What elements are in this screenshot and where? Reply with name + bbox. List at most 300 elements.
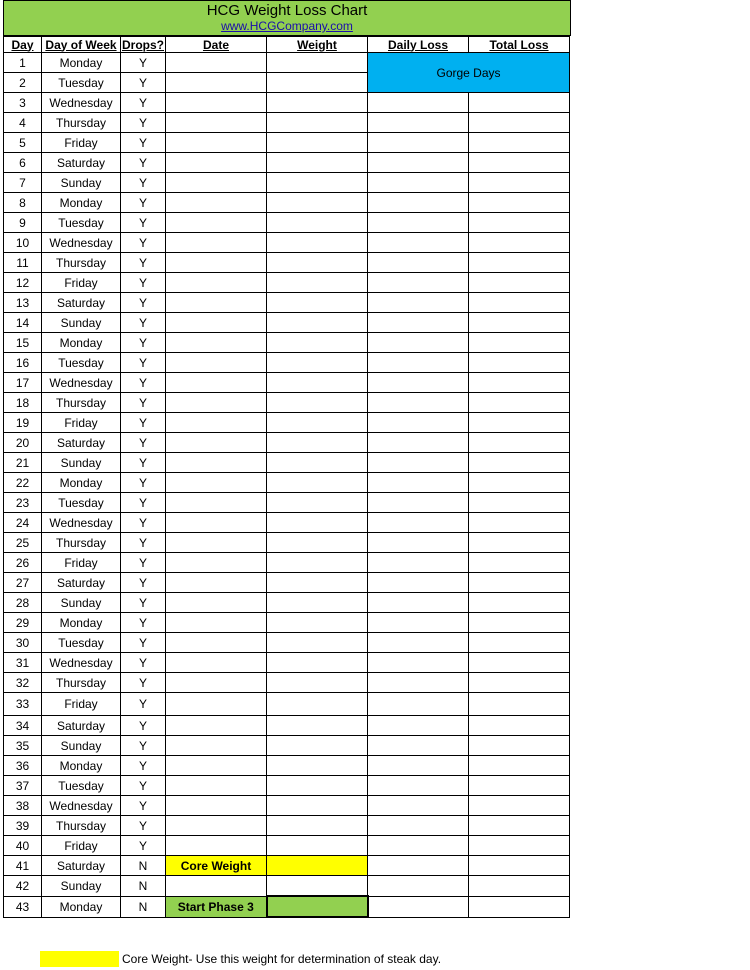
weight-cell[interactable]	[267, 93, 368, 113]
day-cell: 27	[4, 573, 42, 593]
drops-cell: Y	[121, 693, 166, 716]
company-link[interactable]: www.HCGCompany.com	[221, 19, 353, 33]
date-cell[interactable]	[166, 373, 267, 393]
day-cell: 38	[4, 796, 42, 816]
weight-cell[interactable]	[267, 836, 368, 856]
day-cell: 39	[4, 816, 42, 836]
weight-cell[interactable]	[267, 113, 368, 133]
day-cell: 36	[4, 756, 42, 776]
weight-cell[interactable]	[267, 816, 368, 836]
day-of-week-cell: Thursday	[42, 816, 121, 836]
total-loss-cell[interactable]	[469, 673, 570, 693]
daily-loss-cell[interactable]	[368, 633, 469, 653]
table-row	[4, 573, 570, 593]
day-of-week-cell: Sunday	[42, 736, 121, 756]
total-loss-cell[interactable]	[469, 213, 570, 233]
day-of-week-cell: Sunday	[42, 313, 121, 333]
daily-loss-cell[interactable]	[368, 153, 469, 173]
total-loss-cell[interactable]	[469, 593, 570, 613]
table-row	[4, 593, 570, 613]
total-loss-cell[interactable]	[469, 93, 570, 113]
date-cell[interactable]	[166, 213, 267, 233]
drops-cell: N	[121, 876, 166, 897]
total-loss-cell[interactable]	[469, 553, 570, 573]
total-loss-cell[interactable]	[469, 836, 570, 856]
weight-cell[interactable]	[267, 613, 368, 633]
daily-loss-cell[interactable]	[368, 293, 469, 313]
total-loss-cell[interactable]	[469, 693, 570, 716]
drops-cell: Y	[121, 153, 166, 173]
day-cell: 13	[4, 293, 42, 313]
total-loss-cell[interactable]	[469, 353, 570, 373]
header-row	[4, 37, 570, 53]
weight-cell[interactable]	[267, 73, 368, 93]
date-cell[interactable]	[166, 573, 267, 593]
weight-cell[interactable]	[267, 453, 368, 473]
total-loss-cell[interactable]	[469, 716, 570, 736]
drops-cell: Y	[121, 393, 166, 413]
date-cell[interactable]	[166, 433, 267, 453]
total-loss-cell[interactable]	[469, 413, 570, 433]
date-cell[interactable]	[166, 613, 267, 633]
day-of-week-cell: Saturday	[42, 716, 121, 736]
day-of-week-cell: Saturday	[42, 293, 121, 313]
date-cell[interactable]	[166, 593, 267, 613]
table-row	[4, 613, 570, 633]
weight-cell[interactable]	[267, 673, 368, 693]
drops-cell: Y	[121, 233, 166, 253]
day-of-week-cell: Wednesday	[42, 513, 121, 533]
total-loss-cell[interactable]	[469, 173, 570, 193]
date-cell[interactable]	[166, 253, 267, 273]
weight-cell[interactable]	[267, 153, 368, 173]
daily-loss-cell[interactable]	[368, 613, 469, 633]
day-cell: 17	[4, 373, 42, 393]
date-cell[interactable]	[166, 836, 267, 856]
weight-cell[interactable]	[267, 373, 368, 393]
day-of-week-cell: Sunday	[42, 593, 121, 613]
date-cell[interactable]	[166, 73, 267, 93]
total-loss-cell[interactable]	[469, 876, 570, 897]
col-header-day-of-week: Day of Week	[42, 37, 121, 53]
weight-cell[interactable]	[267, 856, 368, 876]
daily-loss-cell[interactable]	[368, 93, 469, 113]
total-loss-cell[interactable]	[469, 193, 570, 213]
daily-loss-cell[interactable]	[368, 133, 469, 153]
total-loss-cell[interactable]	[469, 896, 570, 917]
drops-cell: Y	[121, 173, 166, 193]
day-cell: 29	[4, 613, 42, 633]
weight-cell[interactable]	[267, 313, 368, 333]
day-of-week-cell: Thursday	[42, 393, 121, 413]
table-row	[4, 796, 570, 816]
drops-cell: Y	[121, 756, 166, 776]
total-loss-cell[interactable]	[469, 633, 570, 653]
weight-cell[interactable]	[267, 736, 368, 756]
legend-text: Core Weight- Use this weight for determination of steak day.	[122, 952, 442, 966]
title-block	[3, 0, 571, 36]
daily-loss-cell[interactable]	[368, 213, 469, 233]
day-of-week-cell: Wednesday	[42, 93, 121, 113]
day-of-week-cell: Thursday	[42, 673, 121, 693]
date-cell[interactable]	[166, 93, 267, 113]
weight-cell[interactable]	[267, 193, 368, 213]
date-cell[interactable]	[166, 413, 267, 433]
table-body	[4, 53, 570, 918]
day-of-week-cell: Tuesday	[42, 633, 121, 653]
daily-loss-cell[interactable]	[368, 776, 469, 796]
drops-cell: Y	[121, 53, 166, 73]
date-cell[interactable]	[166, 673, 267, 693]
weight-cell[interactable]	[267, 133, 368, 153]
day-cell: 37	[4, 776, 42, 796]
daily-loss-cell[interactable]	[368, 653, 469, 673]
total-loss-cell[interactable]	[469, 393, 570, 413]
table-row	[4, 736, 570, 756]
daily-loss-cell[interactable]	[368, 896, 469, 917]
day-of-week-cell: Tuesday	[42, 213, 121, 233]
weight-cell[interactable]	[267, 633, 368, 653]
day-of-week-cell: Friday	[42, 836, 121, 856]
daily-loss-cell[interactable]	[368, 693, 469, 716]
daily-loss-cell[interactable]	[368, 756, 469, 776]
daily-loss-cell[interactable]	[368, 453, 469, 473]
total-loss-cell[interactable]	[469, 293, 570, 313]
daily-loss-cell[interactable]	[368, 816, 469, 836]
table-row	[4, 513, 570, 533]
day-cell: 33	[4, 693, 42, 716]
date-cell[interactable]	[166, 473, 267, 493]
total-loss-cell[interactable]	[469, 573, 570, 593]
weight-cell[interactable]	[267, 473, 368, 493]
table-row	[4, 173, 570, 193]
weight-loss-table	[3, 36, 570, 918]
drops-cell: Y	[121, 513, 166, 533]
total-loss-cell[interactable]	[469, 736, 570, 756]
table-row	[4, 653, 570, 673]
daily-loss-cell[interactable]	[368, 313, 469, 333]
weight-cell[interactable]	[267, 716, 368, 736]
weight-cell[interactable]	[267, 796, 368, 816]
total-loss-cell[interactable]	[469, 493, 570, 513]
drops-cell: Y	[121, 633, 166, 653]
daily-loss-cell[interactable]	[368, 193, 469, 213]
day-cell: 34	[4, 716, 42, 736]
day-of-week-cell: Friday	[42, 133, 121, 153]
day-cell: 31	[4, 653, 42, 673]
drops-cell: Y	[121, 453, 166, 473]
weight-cell[interactable]	[267, 756, 368, 776]
date-cell[interactable]	[166, 796, 267, 816]
daily-loss-cell[interactable]	[368, 593, 469, 613]
total-loss-cell[interactable]	[469, 233, 570, 253]
weight-cell[interactable]	[267, 533, 368, 553]
drops-cell: Y	[121, 113, 166, 133]
drops-cell: Y	[121, 373, 166, 393]
day-of-week-cell: Tuesday	[42, 353, 121, 373]
total-loss-cell[interactable]	[469, 513, 570, 533]
total-loss-cell[interactable]	[469, 133, 570, 153]
drops-cell: Y	[121, 273, 166, 293]
date-cell[interactable]	[166, 53, 267, 73]
weight-cell[interactable]	[267, 333, 368, 353]
drops-cell: Y	[121, 553, 166, 573]
date-cell[interactable]	[166, 716, 267, 736]
date-cell[interactable]	[166, 393, 267, 413]
day-cell: 20	[4, 433, 42, 453]
drops-cell: Y	[121, 73, 166, 93]
daily-loss-cell[interactable]	[368, 333, 469, 353]
drops-cell: N	[121, 896, 166, 917]
weight-cell[interactable]	[267, 573, 368, 593]
day-cell: 30	[4, 633, 42, 653]
date-cell[interactable]	[166, 313, 267, 333]
drops-cell: Y	[121, 293, 166, 313]
date-cell[interactable]	[166, 816, 267, 836]
weight-cell[interactable]	[267, 273, 368, 293]
date-cell[interactable]	[166, 493, 267, 513]
day-of-week-cell: Tuesday	[42, 73, 121, 93]
col-header-daily-loss: Daily Loss	[368, 37, 469, 53]
daily-loss-cell[interactable]	[368, 836, 469, 856]
weight-cell[interactable]	[267, 776, 368, 796]
total-loss-cell[interactable]	[469, 153, 570, 173]
daily-loss-cell[interactable]	[368, 273, 469, 293]
day-of-week-cell: Thursday	[42, 113, 121, 133]
daily-loss-cell[interactable]	[368, 513, 469, 533]
day-cell: 18	[4, 393, 42, 413]
daily-loss-cell[interactable]	[368, 473, 469, 493]
day-of-week-cell: Thursday	[42, 533, 121, 553]
date-cell[interactable]: Start Phase 3	[166, 896, 267, 917]
daily-loss-cell[interactable]	[368, 113, 469, 133]
date-cell[interactable]	[166, 693, 267, 716]
date-cell[interactable]	[166, 533, 267, 553]
date-cell[interactable]	[166, 513, 267, 533]
total-loss-cell[interactable]	[469, 756, 570, 776]
date-cell[interactable]	[166, 776, 267, 796]
date-cell[interactable]	[166, 113, 267, 133]
total-loss-cell[interactable]	[469, 533, 570, 553]
drops-cell: Y	[121, 213, 166, 233]
drops-cell: Y	[121, 193, 166, 213]
table-row	[4, 253, 570, 273]
weight-cell[interactable]	[267, 393, 368, 413]
day-cell: 24	[4, 513, 42, 533]
day-of-week-cell: Sunday	[42, 876, 121, 897]
weight-cell[interactable]	[267, 493, 368, 513]
weight-cell[interactable]	[267, 293, 368, 313]
date-cell[interactable]	[166, 353, 267, 373]
day-cell: 40	[4, 836, 42, 856]
table-row	[4, 493, 570, 513]
weight-cell[interactable]	[267, 353, 368, 373]
day-of-week-cell: Saturday	[42, 153, 121, 173]
day-of-week-cell: Friday	[42, 553, 121, 573]
day-cell: 7	[4, 173, 42, 193]
legend-swatch	[40, 951, 119, 967]
total-loss-cell[interactable]	[469, 373, 570, 393]
daily-loss-cell[interactable]	[368, 433, 469, 453]
drops-cell: N	[121, 856, 166, 876]
day-cell: 9	[4, 213, 42, 233]
drops-cell: Y	[121, 736, 166, 756]
table-row	[4, 533, 570, 553]
daily-loss-cell[interactable]	[368, 393, 469, 413]
total-loss-cell[interactable]	[469, 253, 570, 273]
daily-loss-cell[interactable]	[368, 856, 469, 876]
weight-cell[interactable]	[267, 553, 368, 573]
drops-cell: Y	[121, 776, 166, 796]
col-header-day: Day	[4, 37, 42, 53]
date-cell[interactable]	[166, 633, 267, 653]
day-of-week-cell: Wednesday	[42, 796, 121, 816]
day-cell: 19	[4, 413, 42, 433]
table-row	[4, 353, 570, 373]
weight-cell[interactable]	[267, 693, 368, 716]
daily-loss-cell[interactable]	[368, 673, 469, 693]
table-row	[4, 896, 570, 917]
weight-cell[interactable]	[267, 233, 368, 253]
weight-cell[interactable]	[267, 413, 368, 433]
day-of-week-cell: Friday	[42, 413, 121, 433]
daily-loss-cell[interactable]	[368, 173, 469, 193]
total-loss-cell[interactable]	[469, 613, 570, 633]
drops-cell: Y	[121, 133, 166, 153]
day-of-week-cell: Monday	[42, 756, 121, 776]
total-loss-cell[interactable]	[469, 776, 570, 796]
date-cell[interactable]	[166, 333, 267, 353]
date-cell[interactable]: Core Weight	[166, 856, 267, 876]
table-row	[4, 333, 570, 353]
daily-loss-cell[interactable]	[368, 373, 469, 393]
date-cell[interactable]	[166, 153, 267, 173]
total-loss-cell[interactable]	[469, 796, 570, 816]
chart-title: HCG Weight Loss Chart	[206, 2, 368, 19]
table-row	[4, 313, 570, 333]
table-row	[4, 293, 570, 313]
weight-cell[interactable]	[267, 876, 368, 897]
weight-cell[interactable]	[267, 253, 368, 273]
daily-loss-cell[interactable]	[368, 876, 469, 897]
date-cell[interactable]	[166, 736, 267, 756]
daily-loss-cell[interactable]	[368, 233, 469, 253]
drops-cell: Y	[121, 613, 166, 633]
weight-cell[interactable]	[267, 53, 368, 73]
table-row	[4, 193, 570, 213]
col-header-drops: Drops?	[122, 37, 164, 52]
day-cell: 35	[4, 736, 42, 756]
drops-cell: Y	[121, 353, 166, 373]
date-cell[interactable]	[166, 876, 267, 897]
day-cell: 22	[4, 473, 42, 493]
day-of-week-cell: Thursday	[42, 253, 121, 273]
date-cell[interactable]	[166, 133, 267, 153]
table-row	[4, 776, 570, 796]
daily-loss-cell[interactable]	[368, 553, 469, 573]
total-loss-cell[interactable]	[469, 453, 570, 473]
drops-cell: Y	[121, 333, 166, 353]
daily-loss-cell[interactable]	[368, 573, 469, 593]
table-row	[4, 453, 570, 473]
day-of-week-cell: Monday	[42, 896, 121, 917]
table-row	[4, 413, 570, 433]
drops-cell: Y	[121, 716, 166, 736]
weight-cell[interactable]	[267, 653, 368, 673]
total-loss-cell[interactable]	[469, 273, 570, 293]
day-cell: 32	[4, 673, 42, 693]
date-cell[interactable]	[166, 293, 267, 313]
date-cell[interactable]	[166, 653, 267, 673]
total-loss-cell[interactable]	[469, 653, 570, 673]
daily-loss-cell[interactable]	[368, 716, 469, 736]
total-loss-cell[interactable]	[469, 333, 570, 353]
daily-loss-cell[interactable]	[368, 353, 469, 373]
total-loss-cell[interactable]	[469, 473, 570, 493]
daily-loss-cell[interactable]	[368, 796, 469, 816]
date-cell[interactable]	[166, 193, 267, 213]
date-cell[interactable]	[166, 756, 267, 776]
weight-cell[interactable]	[267, 513, 368, 533]
total-loss-cell[interactable]	[469, 313, 570, 333]
table-row	[4, 673, 570, 693]
date-cell[interactable]	[166, 553, 267, 573]
total-loss-cell[interactable]	[469, 113, 570, 133]
day-cell: 2	[4, 73, 42, 93]
daily-loss-cell[interactable]	[368, 413, 469, 433]
weight-cell[interactable]	[267, 896, 368, 917]
table-row	[4, 113, 570, 133]
table-row	[4, 816, 570, 836]
table-row	[4, 633, 570, 653]
table-row	[4, 433, 570, 453]
day-cell: 42	[4, 876, 42, 897]
day-cell: 26	[4, 553, 42, 573]
total-loss-cell[interactable]	[469, 816, 570, 836]
table-row	[4, 213, 570, 233]
day-of-week-cell: Wednesday	[42, 233, 121, 253]
date-cell[interactable]	[166, 233, 267, 253]
table-row	[4, 693, 570, 716]
table-row	[4, 153, 570, 173]
daily-loss-cell[interactable]	[368, 533, 469, 553]
daily-loss-cell[interactable]	[368, 253, 469, 273]
table-row	[4, 876, 570, 897]
table-row	[4, 836, 570, 856]
drops-cell: Y	[121, 816, 166, 836]
drops-cell: Y	[121, 433, 166, 453]
daily-loss-cell[interactable]	[368, 493, 469, 513]
day-of-week-cell: Monday	[42, 333, 121, 353]
table-row	[4, 393, 570, 413]
weight-cell[interactable]	[267, 173, 368, 193]
weight-cell[interactable]	[267, 593, 368, 613]
date-cell[interactable]	[166, 173, 267, 193]
drops-cell: Y	[121, 593, 166, 613]
day-cell: 16	[4, 353, 42, 373]
total-loss-cell[interactable]	[469, 433, 570, 453]
gorge-days-cell: Gorge Days	[368, 53, 570, 93]
date-cell[interactable]	[166, 273, 267, 293]
day-cell: 5	[4, 133, 42, 153]
date-cell[interactable]	[166, 453, 267, 473]
weight-cell[interactable]	[267, 213, 368, 233]
drops-cell: Y	[121, 93, 166, 113]
total-loss-cell[interactable]	[469, 856, 570, 876]
daily-loss-cell[interactable]	[368, 736, 469, 756]
weight-cell[interactable]	[267, 433, 368, 453]
table-row	[4, 273, 570, 293]
